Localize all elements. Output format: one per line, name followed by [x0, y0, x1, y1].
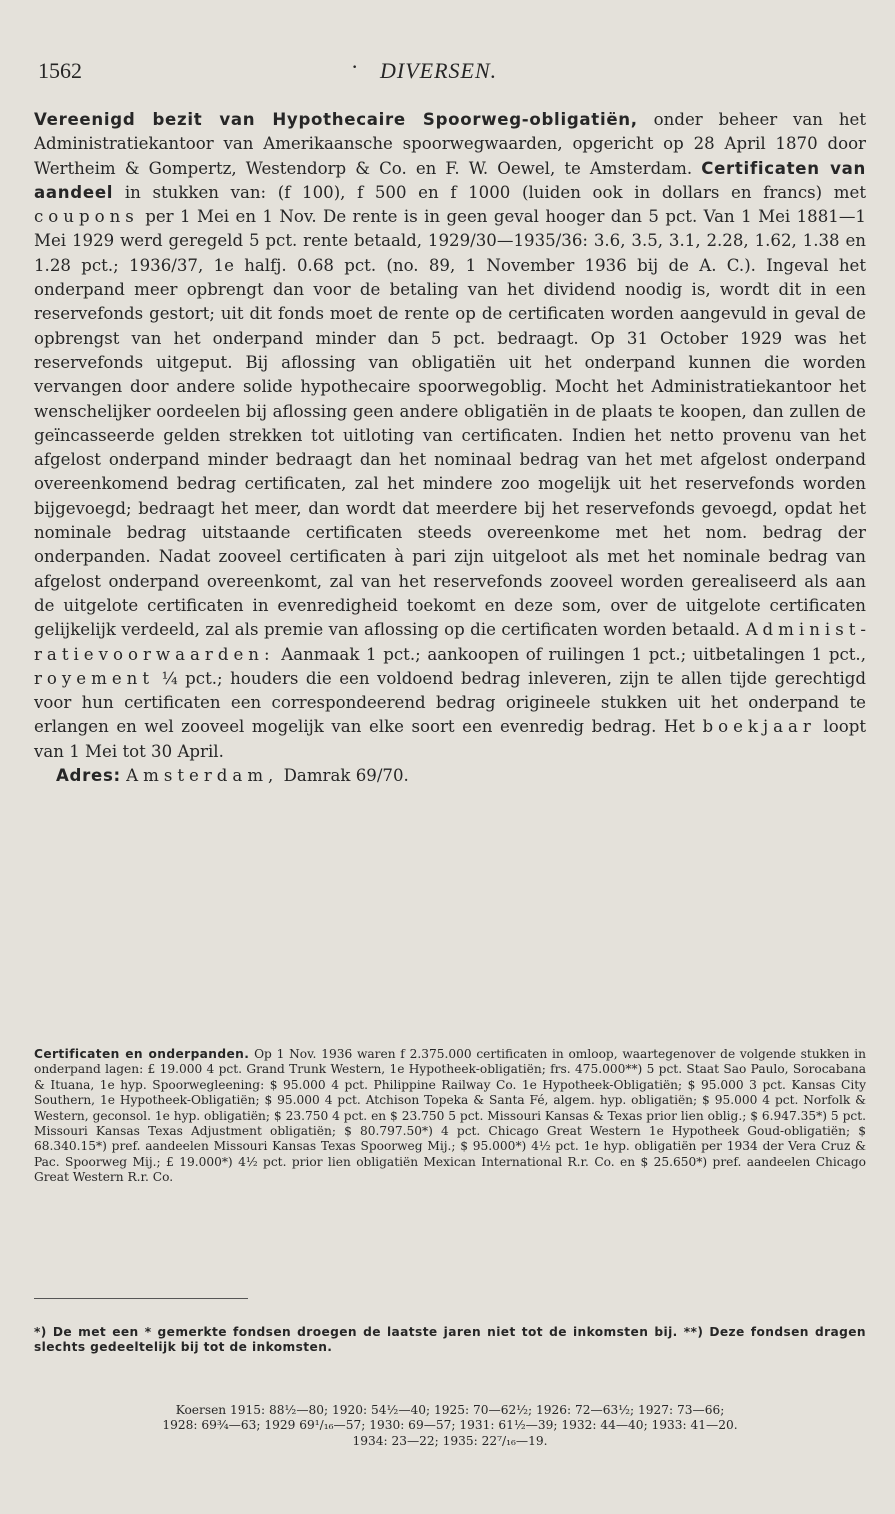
koersen-section — [34, 1403, 866, 1449]
koersen-line-3: 1934: 23—22; 1935: 22⁷/₁₆—19. — [352, 1433, 548, 1448]
holdings-text: Op 1 Nov. 1936 waren f 2.375.000 certificaten in omloop, waartegenover de volgende stukken in onderpand lagen: £ 19.000 4 pct. Grand Trunk Western, 1e Hypotheek-obligatiën; frs. 475.000**) 5 pct. Staat Sao Paulo, Sorocabana & Ituana, 1e hyp. Spoorwegleening: $ 95.000 4 pct. Philippine Railway Co. 1e Hypotheek-Obligatiën; $ 95.000 3 pct. Kansas City Southern, 1e Hypotheek-Obligatiën; $ 95.000 4 pct. Atchison Topeka & Santa Fé, algem. hyp. obligatiën; $ 95.000 4 pct. Norfolk & Western, geconsol. 1e hyp. obligatiën; $ 23.750 4 pct. en $ 23.750 5 pct. Missouri Kansas & Texas prior lien oblig.; $ 6.947.35*) 5 pct. Missouri Kansas Texas Adjustment obligatiën; $ 80.797.50*) 4 pct. Chicago Great Western 1e Hypotheek Goud-obligatiën; $ 68.340.15*) pref. aandeelen Missouri Kansas Texas Spoorweg Mij.; $ 95.000*) 4½ pct. 1e hyp. obligatiën per 1934 der Vera Cruz & Pac. Spoorweg Mij.; £ 19.000*) 4½ pct. prior lien obligatiën Mexican International R.r. Co. en $ 25.650*) pref. aandeelen Chicago Great Western R.r. Co. — [34, 1047, 866, 1185]
article-text-2: in stukken van: (f 100), f 500 en f 1000 (luiden ook in dollars en francs) met — [124, 182, 866, 202]
koersen-line-2: 1928: 69¾—63; 1929 69¹/₁₆—57; 1930: 69—57; 1931: 61½—39; 1932: 44—40; 1933: 41—20. — [162, 1418, 738, 1433]
article-text-1: onder beheer van het Administratiekantoor van Amerikaansche spoorwegwaarden, opgericht op 28 April 1870 door Wertheim & Gompertz, Westendorp & Co. en F. W. Oewel, te Amsterdam. — [34, 110, 866, 178]
holdings-paragraph — [34, 1047, 866, 1186]
footnote-section — [34, 1325, 866, 1356]
article-subheading: Certificaten van aandeel — [34, 158, 866, 202]
section-title: DIVERSEN. — [380, 58, 498, 83]
holdings-heading: Certificaten en onderpanden. — [34, 1047, 250, 1061]
article-paragraph — [34, 108, 866, 788]
address-street: Damrak 69/70. — [283, 766, 409, 786]
admin-term: Administratievoorwaarden: — [34, 620, 867, 664]
article-text-5: ¼ pct.; houders die een voldoend bedrag inleveren, zijn te allen tijde gerechtigd voor hun certificaten een correspondeerend bedrag origineele stukken uit het onderpand te erlangen en wel zooveel mogelijk van elke soort een evenredig bedrag. Het — [34, 668, 866, 737]
main-article — [34, 108, 866, 788]
article-text-6: loopt van 1 Mei tot 30 April. — [34, 717, 866, 761]
holdings-section — [34, 1047, 866, 1186]
coupons-term: coupons — [34, 207, 139, 227]
address-city: Amsterdam, — [126, 766, 279, 786]
royement-term: royement — [34, 668, 155, 688]
boekjaar-term: boekjaar — [702, 717, 816, 737]
page-header — [38, 50, 866, 90]
article-text-3: per 1 Mei en 1 Nov. De rente is in geen geval hooger dan 5 pct. Van 1 Mei 1881—1 Mei 1929 werd geregeld 5 pct. rente betaald, 1929/30—1935/36: 3.6, 3.5, 3.1, 2.28, 1.62, 1.38 en 1.28 pct.; 1936/37, 1e halfj. 0.68 pct. (no. 89, 1 November 1936 bij de A. C.). Ingeval het onderpand meer opbrengt dan voor de betaling van het dividend noodig is, wordt dit in een reservefonds gestort; uit dit fonds moet de rente op de certificaten worden aangevuld in geval de opbrengst van het onderpand minder dan 5 pct. bedraagt. Op 31 October 1929 was het reservefonds uitgeput. Bij aflossing van obligatiën uit het onderpand kunnen die worden vervangen door andere solide hypothecaire spoorwegoblig. Mocht het Administratiekantoor het wenschelijker oordeelen bij aflossing geen andere obligatiën in de plaats te koopen, dan zullen de geïncasseerde gelden strekken tot uitloting van certificaten. Indien het netto provenu van het afgelost onderpand minder bedraagt dan het nominaal bedrag van het met afgelost onderpand overeenkomend bedrag certificaten, zal het mindere zoo mogelijk uit het reservefonds worden bijgevoegd; bedraagt het meer, dan wordt dat meerdere bij het reservefonds gevoegd, opdat het nominale bedrag uitstaande certificaten steeds overeenkome met het nom. bedrag der onderpanden. Nadat zooveel certificaten à pari zijn uitgeloot als met het nominale bedrag van afgelost onderpand overeenkomt, zal van het reservefonds zooveel worden gerealiseerd als aan de uitgelote certificaten in evenredigheid toekomt en deze som, over de uitgelote certificaten gelijkelijk verdeeld, zal als premie van aflossing op die certificaten worden betaald. — [34, 207, 866, 640]
koersen-line-1: Koersen 1915: 88½—80; 1920: 54½—40; 1925: 70—62½; 1926: 72—63½; 1927: 73—66; — [175, 1403, 725, 1417]
article-text-4: Aanmaak 1 pct.; aankoopen of ruilingen 1 pct.; uitbetalingen 1 pct., — [281, 644, 866, 664]
page-number: 1562 — [38, 58, 82, 83]
footnote-divider — [34, 1298, 248, 1299]
article-heading: Vereenigd bezit van Hypothecaire Spoorweg-obligatiën, — [34, 110, 638, 129]
address-label: Adres: — [56, 766, 121, 786]
header-dot: · — [351, 54, 359, 79]
footnote-text: *) De met een * gemerkte fondsen droegen de laatste jaren niet tot de inkomsten bij. **) Deze fondsen dragen slechts gedeeltelijk bij tot de inkomsten. — [34, 1325, 866, 1355]
